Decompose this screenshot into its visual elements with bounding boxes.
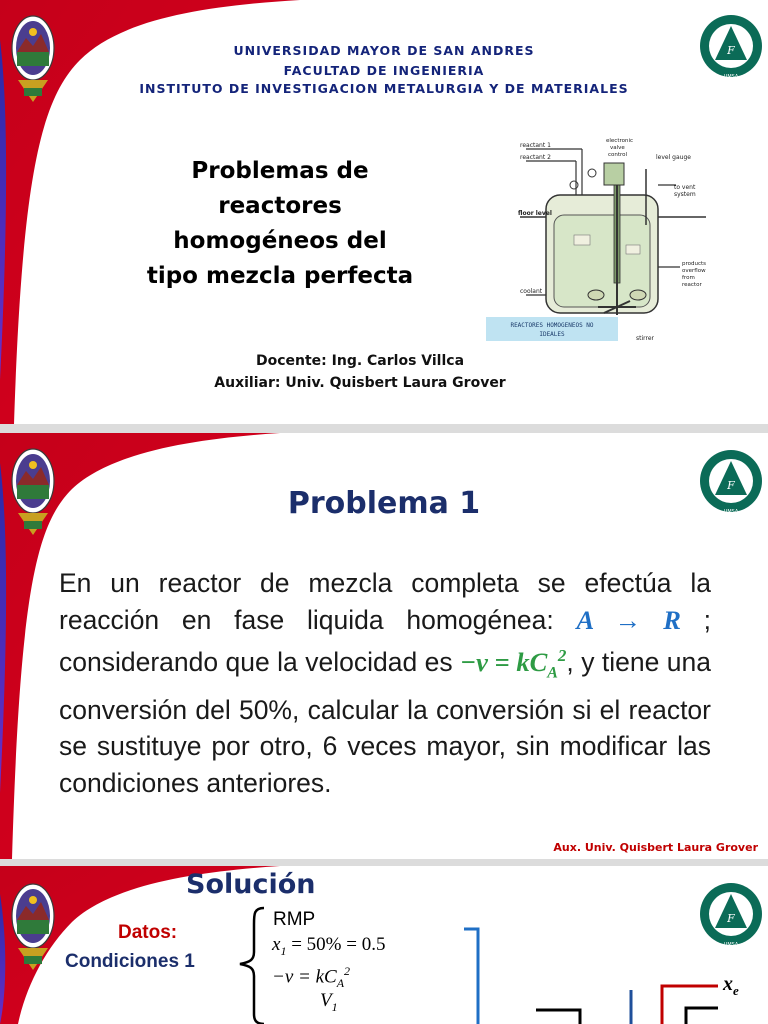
svg-text:electronic: electronic xyxy=(606,138,634,144)
docente-line: Docente: Ing. Carlos Villca xyxy=(255,353,465,369)
reactor-diagram xyxy=(486,135,720,343)
svg-text:coolant: coolant xyxy=(520,288,543,295)
svg-text:IDEALES: IDEALES xyxy=(539,331,565,338)
rate-equation-solution: $-v = kC_A^2$ xyxy=(272,964,351,991)
svg-text:reactant 1: reactant 1 xyxy=(520,142,551,149)
svg-text:stirrer: stirrer xyxy=(636,335,654,342)
svg-text:products: products xyxy=(682,261,707,267)
conversion-1-equation: $x_1 = 50\% = 0.5$ xyxy=(272,934,386,958)
svg-text:reactant 2: reactant 2 xyxy=(520,154,551,161)
svg-text:floor level: floor level xyxy=(518,210,552,217)
university-name: UNIVERSIDAD MAYOR DE SAN ANDRES xyxy=(233,43,535,58)
exit-conversion-label: $x_e$ xyxy=(723,973,739,998)
svg-text:valve: valve xyxy=(610,145,625,151)
credits xyxy=(0,350,720,394)
slide-separator xyxy=(0,424,768,433)
svg-text:level gauge: level gauge xyxy=(656,154,691,161)
svg-text:F: F xyxy=(727,479,735,492)
right-bracket xyxy=(462,926,484,1024)
datos-label: Datos: xyxy=(118,922,178,943)
svg-text:control: control xyxy=(608,152,628,158)
left-brace xyxy=(234,904,266,1024)
author-footer: Aux. Univ. Quisbert Laura Grover xyxy=(553,841,758,854)
slide-separator xyxy=(0,859,768,866)
rmp-label: RMP xyxy=(273,909,316,930)
slide-title xyxy=(0,0,768,424)
condiciones-label: Condiciones 1 xyxy=(65,951,195,972)
engineering-faculty-emblem xyxy=(699,876,763,952)
svg-text:F: F xyxy=(727,912,735,925)
svg-text:F: F xyxy=(727,44,735,57)
problem-statement: En un reactor de mezcla completa se efectúa la reacción en fase liquida homogénea: A → R ; considerando que la velocidad es $-v = kC_A^2$, y tiene una conversión del 50%, calcular la conversión si el reactor se sustituye por otro, 6 veces mayor, sin modificar las condiciones anteriores. xyxy=(59,568,711,798)
svg-text:overflow: overflow xyxy=(682,268,706,274)
svg-text:from: from xyxy=(682,275,695,281)
faculty-name: FACULTAD DE INGENIERIA xyxy=(283,63,485,78)
svg-text:to vent: to vent xyxy=(674,184,696,191)
volume-1-label: $V_1$ xyxy=(320,990,338,1014)
solution-title: Solución xyxy=(186,869,316,900)
svg-text:reactor: reactor xyxy=(682,282,702,288)
slide-solution xyxy=(0,866,768,1024)
svg-text:UMSA: UMSA xyxy=(723,509,739,515)
svg-text:UMSA: UMSA xyxy=(723,74,739,80)
rate-equation: $-v = kC_A^2$ xyxy=(460,646,567,682)
svg-text:REACTORES HOMOGENEOS NO: REACTORES HOMOGENEOS NO xyxy=(510,322,594,329)
reaction-equation: A → R xyxy=(576,604,681,635)
svg-text:UMSA: UMSA xyxy=(723,942,739,948)
umsa-crest-logo xyxy=(8,878,58,974)
presentation-title: Problemas de reactores homogéneos del tipo mezcla perfecta xyxy=(146,158,414,289)
slide-problem-1 xyxy=(0,433,768,859)
auxiliar-line: Auxiliar: Univ. Quisbert Laura Grover xyxy=(214,375,506,391)
problem-title: Problema 1 xyxy=(287,486,481,521)
institute-name: INSTITUTO DE INVESTIGACION METALURGIA Y DE MATERIALES xyxy=(139,81,629,96)
svg-text:system: system xyxy=(674,191,696,198)
